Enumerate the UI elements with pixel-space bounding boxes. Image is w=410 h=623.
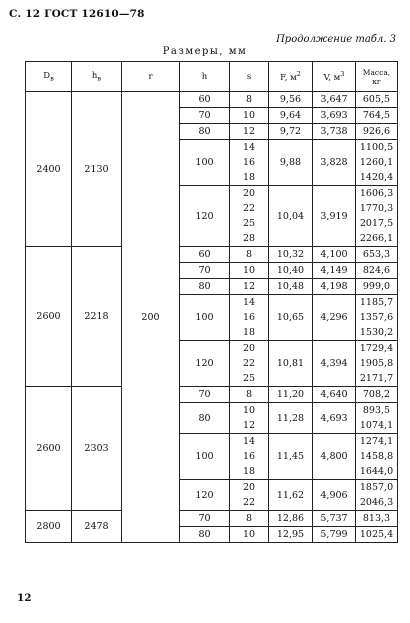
- cell-volume: 4,800: [313, 434, 356, 480]
- cell-h: 70: [180, 387, 230, 403]
- cell-mass: 926,6: [356, 124, 398, 140]
- table-row: [26, 92, 398, 108]
- cell-db: 2600: [26, 247, 72, 387]
- cell-h: 70: [180, 263, 230, 279]
- cell-h: 60: [180, 92, 230, 108]
- cell-s: 10: [230, 403, 269, 419]
- cell-area: 10,04: [269, 186, 313, 247]
- cell-volume: 4,100: [313, 247, 356, 263]
- cell-mass: 1074,1: [356, 418, 398, 434]
- cell-s: 22: [230, 356, 269, 371]
- cell-s: 12: [230, 279, 269, 295]
- cell-s: 25: [230, 216, 269, 231]
- cell-mass: 1530,2: [356, 325, 398, 341]
- cell-s: 20: [230, 341, 269, 357]
- cell-volume: 5,799: [313, 527, 356, 543]
- cell-volume: 3,919: [313, 186, 356, 247]
- cell-volume: 3,693: [313, 108, 356, 124]
- table-row: [26, 511, 398, 527]
- cell-s: 8: [230, 511, 269, 527]
- cell-s: 20: [230, 480, 269, 496]
- cell-volume: 4,149: [313, 263, 356, 279]
- col-header-h: h: [180, 62, 230, 92]
- col-header-area: F, $м^2$: [269, 62, 313, 92]
- cell-area: 9,72: [269, 124, 313, 140]
- cell-volume: 4,296: [313, 295, 356, 341]
- cell-area: 10,40: [269, 263, 313, 279]
- cell-s: 14: [230, 295, 269, 311]
- col-header-s: s: [230, 62, 269, 92]
- cell-h: 100: [180, 295, 230, 341]
- cell-volume: 5,737: [313, 511, 356, 527]
- cell-mass: 893,5: [356, 403, 398, 419]
- cell-area: 12,95: [269, 527, 313, 543]
- cell-hb: 2218: [72, 247, 122, 387]
- cell-h: 100: [180, 434, 230, 480]
- cell-s: 18: [230, 325, 269, 341]
- col-header-mass: Масса, кг: [356, 62, 398, 92]
- cell-mass: 764,5: [356, 108, 398, 124]
- cell-mass: 1606,3: [356, 186, 398, 202]
- cell-mass: 999,0: [356, 279, 398, 295]
- cell-mass: 653,3: [356, 247, 398, 263]
- cell-db: 2600: [26, 387, 72, 511]
- cell-mass: 2017,5: [356, 216, 398, 231]
- cell-area: 12,86: [269, 511, 313, 527]
- cell-volume: 4,640: [313, 387, 356, 403]
- cell-volume: 4,906: [313, 480, 356, 511]
- cell-s: 14: [230, 140, 269, 156]
- cell-mass: 1025,4: [356, 527, 398, 543]
- cell-s: 18: [230, 464, 269, 480]
- cell-h: 70: [180, 108, 230, 124]
- cell-volume: 4,693: [313, 403, 356, 434]
- cell-area: 11,45: [269, 434, 313, 480]
- cell-h: 60: [180, 247, 230, 263]
- cell-volume: 3,828: [313, 140, 356, 186]
- cell-mass: 2171,7: [356, 371, 398, 387]
- cell-s: 25: [230, 371, 269, 387]
- cell-area: 9,56: [269, 92, 313, 108]
- cell-s: 10: [230, 108, 269, 124]
- cell-h: 120: [180, 341, 230, 387]
- cell-mass: 1185,7: [356, 295, 398, 311]
- cell-h: 120: [180, 480, 230, 511]
- cell-h: 80: [180, 403, 230, 434]
- cell-mass: 1420,4: [356, 170, 398, 186]
- cell-volume: 3,738: [313, 124, 356, 140]
- cell-h: 80: [180, 279, 230, 295]
- cell-h: 80: [180, 527, 230, 543]
- cell-mass: 813,3: [356, 511, 398, 527]
- cell-volume: 3,647: [313, 92, 356, 108]
- cell-h: 100: [180, 140, 230, 186]
- cell-s: 22: [230, 201, 269, 216]
- cell-mass: 2046,3: [356, 495, 398, 511]
- cell-area: 10,81: [269, 341, 313, 387]
- cell-s: 12: [230, 418, 269, 434]
- col-header-db: $D_в$: [26, 62, 72, 92]
- col-header-hb: $h_в$: [72, 62, 122, 92]
- col-header-volume: V, $м^3$: [313, 62, 356, 92]
- cell-s: 8: [230, 387, 269, 403]
- cell-hb: 2303: [72, 387, 122, 511]
- cell-s: 20: [230, 186, 269, 202]
- cell-mass: 1857,0: [356, 480, 398, 496]
- cell-mass: 1905,8: [356, 356, 398, 371]
- cell-s: 16: [230, 310, 269, 325]
- cell-mass: 1729,4: [356, 341, 398, 357]
- cell-s: 16: [230, 449, 269, 464]
- cell-s: 28: [230, 231, 269, 247]
- page-number: 12: [17, 592, 32, 604]
- cell-db: 2800: [26, 511, 72, 543]
- cell-area: 11,62: [269, 480, 313, 511]
- cell-db: 2400: [26, 92, 72, 247]
- cell-s: 12: [230, 124, 269, 140]
- cell-area: 10,48: [269, 279, 313, 295]
- cell-s: 18: [230, 170, 269, 186]
- cell-s: 22: [230, 495, 269, 511]
- page-header: С. 12 ГОСТ 12610—78: [9, 8, 145, 20]
- table-header-row: [26, 62, 398, 92]
- cell-mass: 1260,1: [356, 155, 398, 170]
- cell-mass: 824,6: [356, 263, 398, 279]
- cell-h: 80: [180, 124, 230, 140]
- col-header-r: r: [122, 62, 180, 92]
- cell-mass: 1644,0: [356, 464, 398, 480]
- table-body: [26, 92, 398, 543]
- cell-s: 16: [230, 155, 269, 170]
- table-row: [26, 387, 398, 403]
- cell-area: 10,32: [269, 247, 313, 263]
- cell-area: 9,64: [269, 108, 313, 124]
- cell-mass: 1357,6: [356, 310, 398, 325]
- table-continuation-label: Продолжение табл. 3: [276, 34, 396, 45]
- cell-hb: 2130: [72, 92, 122, 247]
- cell-area: 11,28: [269, 403, 313, 434]
- cell-s: 10: [230, 263, 269, 279]
- dimensions-table: [25, 61, 398, 543]
- cell-h: 120: [180, 186, 230, 247]
- cell-s: 14: [230, 434, 269, 450]
- cell-mass: 2266,1: [356, 231, 398, 247]
- cell-mass: 1458,8: [356, 449, 398, 464]
- cell-s: 8: [230, 247, 269, 263]
- cell-mass: 1274,1: [356, 434, 398, 450]
- cell-volume: 4,198: [313, 279, 356, 295]
- cell-area: 10,65: [269, 295, 313, 341]
- cell-area: 11,20: [269, 387, 313, 403]
- cell-volume: 4,394: [313, 341, 356, 387]
- cell-h: 70: [180, 511, 230, 527]
- cell-hb: 2478: [72, 511, 122, 543]
- cell-mass: 1770,3: [356, 201, 398, 216]
- cell-s: 10: [230, 527, 269, 543]
- cell-s: 8: [230, 92, 269, 108]
- table-row: [26, 247, 398, 263]
- cell-area: 9,88: [269, 140, 313, 186]
- table-subtitle: Размеры, мм: [162, 46, 248, 57]
- cell-mass: 708,2: [356, 387, 398, 403]
- cell-mass: 1100,5: [356, 140, 398, 156]
- cell-r: 200: [122, 92, 180, 543]
- cell-mass: 605,5: [356, 92, 398, 108]
